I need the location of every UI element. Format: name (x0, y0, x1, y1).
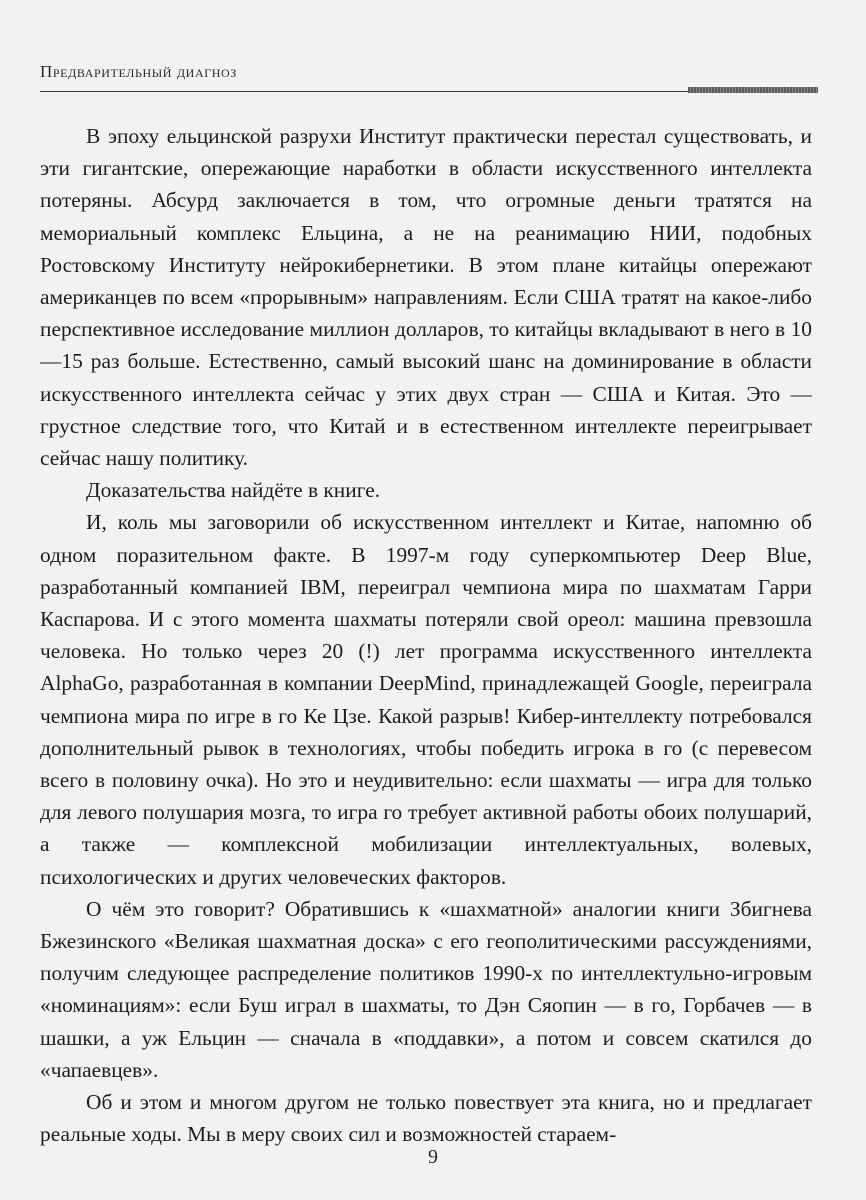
header-rule (40, 91, 688, 92)
paragraph: В эпоху ельцинской разрухи Институт практически перестал существовать, и эти гигантские, опережающие наработки в области искусственного интеллекта потеряны. Абсурд заключается в том, что огромные деньги тратятся на мемориальный комплекс Ельцина, а не на реанимацию НИИ, подобных Ростовскому Институту нейрокибернетики. В этом плане китайцы опережают американцев по всем «прорывным» направлениям. Если США тратят на какое-либо перспективное исследование миллион долларов, то китайцы вкладывают в него в 10—15 раз больше. Естественно, самый высокий шанс на доминирование в области искусственного интеллекта сейчас у этих двух стран — США и Китая. Это — грустное следствие того, что Китай и в естественном интеллекте переигрывает сейчас нашу политику. (40, 124, 812, 471)
body-text (40, 120, 812, 1151)
running-head: Предварительный диагноз (40, 62, 237, 81)
paragraph: Доказательства найдёте в книге. (86, 478, 381, 503)
page-number: 9 (428, 1146, 438, 1168)
paragraph: О чём это говорит? Обратившись к «шахматной» аналогии книги Збигнева Бжезинского «Великая шахматная доска» с его геополитическими рассуждениями, получим следующее распределение политиков 1990-х по интеллектульно-игровым «номинациям»: если Буш играл в шахматы, то Дэн Сяопин — в го, Горбачев — в шашки, а уж Ельцин — сначала в «поддавки», а потом и совсем скатился до «чапаевцев». (40, 896, 812, 1082)
paragraph: И, коль мы заговорили об искусственном интеллект и Китае, напомню об одном поразительном факте. В 1997-м году суперкомпьютер Deep Blue, разработанный компанией IBM, переиграл чемпиона мира по шахматам Гарри Каспарова. И с этого момента шахматы потеряли свой ореол: машина превзошла человека. Но только через 20 (!) лет программа искусственного интеллекта AlphaGo, разработанная в компании DeepMind, принадлежащей Google, переиграла чемпиона мира по игре в го Ке Цзе. Какой разрыв! Кибер-интеллекту потребовался дополнительный рывок в технологиях, чтобы победить игрока в го (с перевесом всего в половину очка). Но это и неудивительно: если шахматы — игра для только для левого полушария мозга, то игра го требует активной работы обоих полушарий, а также — комплексной мобилизации интеллектуальных, волевых, психологических и других человеческих факторов. (40, 510, 812, 889)
paragraph: Об и этом и многом другом не только повествует эта книга, но и предлагает реальные ходы. Мы в меру своих сил и возможностей стараем- (40, 1090, 812, 1147)
header-decorative-bar (688, 87, 818, 93)
